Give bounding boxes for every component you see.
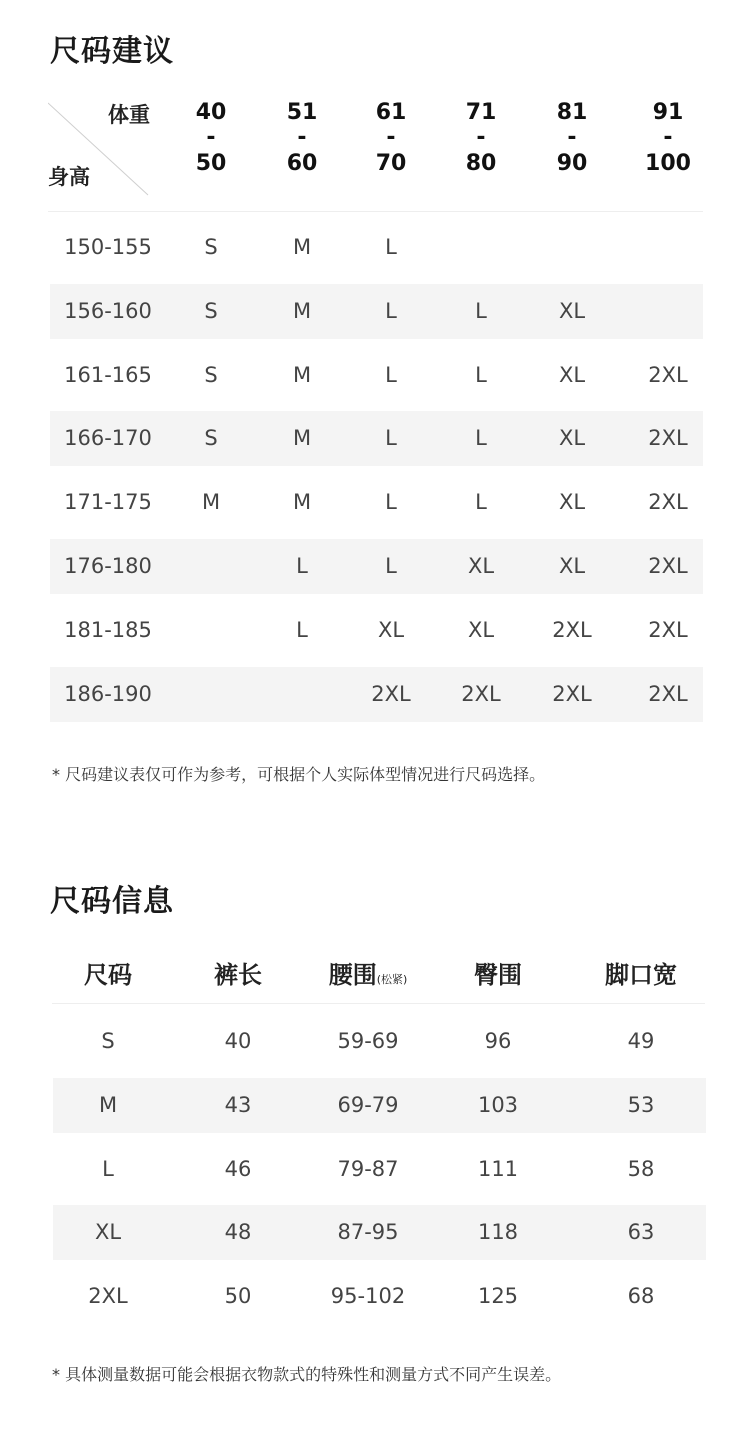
size-cell: XL — [377, 617, 405, 642]
size-cell — [161, 667, 261, 722]
info-cell: 2XL — [88, 1284, 128, 1309]
info-cell: 59-69 — [337, 1029, 399, 1053]
weight-column-header — [351, 99, 431, 177]
info-cell: 49 — [627, 1029, 655, 1053]
table-row — [53, 1205, 706, 1260]
weight-low: 81 — [556, 100, 588, 125]
size-cell: M — [201, 490, 221, 515]
size-cell: L — [475, 298, 487, 323]
info-cell: 111 — [477, 1156, 519, 1181]
size-cell: L — [385, 490, 397, 515]
table-row — [53, 1014, 706, 1069]
size-cell: XL — [558, 362, 586, 387]
recommendation-note: * 尺码建议表仅可作为参考，可根据个人实际体型情况进行尺码选择。 — [52, 765, 546, 784]
weight-high: 100 — [645, 151, 691, 176]
size-cell: XL — [467, 617, 495, 642]
weight-column-header — [532, 99, 612, 177]
info-cell: 53 — [627, 1092, 655, 1117]
height-range-cell: 186-190 — [64, 681, 152, 706]
size-cell: S — [204, 362, 218, 387]
weight-axis-label: 体重 — [108, 103, 150, 127]
size-cell — [522, 220, 622, 275]
info-header-divider — [52, 1003, 705, 1004]
recommendation-header — [48, 95, 703, 212]
size-cell: XL — [558, 490, 586, 515]
info-cell: 125 — [477, 1284, 519, 1309]
info-header-label: 腰围 — [328, 961, 377, 989]
info-cell: 50 — [224, 1284, 252, 1309]
info-cell: 40 — [224, 1029, 252, 1053]
weight-column-header — [441, 99, 521, 177]
info-cell: 68 — [627, 1284, 655, 1309]
table-row — [50, 220, 703, 275]
size-cell: L — [385, 235, 397, 259]
info-cell: L — [102, 1156, 114, 1181]
size-cell: 2XL — [552, 681, 592, 706]
size-cell: L — [385, 298, 397, 323]
table-row — [53, 1269, 706, 1324]
size-cell: L — [475, 490, 487, 515]
height-range-cell: 166-170 — [64, 426, 152, 451]
size-cell: L — [296, 617, 308, 642]
info-header-suffix: (松紧) — [376, 973, 408, 986]
height-range-cell: 161-165 — [64, 362, 152, 387]
table-row — [50, 348, 703, 403]
height-range-cell: 181-185 — [64, 617, 152, 642]
size-cell: XL — [558, 426, 586, 451]
table-row — [50, 284, 703, 339]
size-cell: M — [292, 298, 312, 323]
size-cell: L — [296, 554, 308, 578]
info-cell: XL — [94, 1220, 122, 1245]
size-cell: 2XL — [648, 617, 688, 642]
info-cell: 79-87 — [337, 1156, 399, 1181]
weight-low: 91 — [652, 100, 684, 125]
weight-high: 90 — [556, 151, 588, 176]
size-cell: 2XL — [371, 681, 411, 706]
weight-column-header — [628, 99, 708, 177]
info-header-label: 脚口宽 — [605, 961, 677, 989]
size-cell — [618, 284, 718, 339]
size-cell: 2XL — [648, 490, 688, 515]
size-cell: 2XL — [552, 617, 592, 642]
info-cell: 69-79 — [337, 1092, 399, 1117]
height-range-cell: 150-155 — [64, 235, 152, 259]
table-row — [50, 539, 703, 594]
info-cell: 95-102 — [330, 1284, 406, 1309]
weight-dash: - — [476, 125, 486, 150]
info-column-header — [178, 955, 298, 990]
table-row — [50, 411, 703, 466]
size-cell: M — [292, 362, 312, 387]
height-range-cell: 176-180 — [64, 554, 152, 578]
info-header-label: 臀围 — [474, 961, 522, 989]
table-row — [53, 1078, 706, 1133]
size-cell: 2XL — [648, 362, 688, 387]
table-row — [50, 475, 703, 530]
weight-dash: - — [663, 125, 673, 150]
info-column-header — [581, 955, 701, 990]
weight-high: 50 — [195, 151, 227, 176]
info-cell: 43 — [224, 1092, 252, 1117]
info-header-label: 裤长 — [214, 961, 262, 989]
weight-column-header — [171, 99, 251, 177]
weight-column-header — [262, 99, 342, 177]
size-cell: M — [292, 490, 312, 515]
info-column-header — [48, 955, 168, 990]
weight-dash: - — [567, 125, 577, 150]
size-cell: L — [475, 362, 487, 387]
size-cell: L — [385, 554, 397, 578]
table-row — [50, 667, 703, 722]
header-divider — [48, 211, 703, 212]
weight-dash: - — [297, 125, 307, 150]
size-cell — [161, 603, 261, 658]
size-cell — [252, 667, 352, 722]
size-cell: S — [204, 298, 218, 323]
size-cell: XL — [467, 554, 495, 578]
size-cell: XL — [558, 298, 586, 323]
size-cell: 2XL — [648, 426, 688, 451]
size-cell: 2XL — [648, 681, 688, 706]
weight-high: 70 — [375, 151, 407, 176]
info-cell: 58 — [627, 1156, 655, 1181]
size-recommendation-title: 尺码建议 — [50, 34, 174, 69]
weight-low: 61 — [375, 100, 407, 125]
size-cell — [161, 539, 261, 594]
weight-high: 80 — [465, 151, 497, 176]
height-axis-label: 身高 — [48, 165, 90, 189]
info-column-header — [308, 955, 428, 990]
size-cell: 2XL — [461, 681, 501, 706]
size-cell: S — [204, 426, 218, 451]
weight-low: 71 — [465, 100, 497, 125]
info-column-header — [438, 955, 558, 990]
size-info-title: 尺码信息 — [50, 884, 174, 919]
table-row — [50, 603, 703, 658]
height-range-cell: 156-160 — [64, 298, 152, 323]
info-cell: 118 — [477, 1220, 519, 1245]
size-cell — [431, 220, 531, 275]
weight-low: 40 — [195, 100, 227, 125]
size-cell: 2XL — [648, 554, 688, 578]
size-cell: XL — [558, 554, 586, 578]
height-range-cell: 171-175 — [64, 490, 152, 515]
info-cell: S — [101, 1029, 115, 1053]
info-cell: 63 — [627, 1220, 655, 1245]
size-cell: L — [385, 426, 397, 451]
info-note: * 具体测量数据可能会根据衣物款式的特殊性和测量方式不同产生误差。 — [52, 1365, 562, 1384]
weight-dash: - — [386, 125, 396, 150]
size-cell: M — [292, 426, 312, 451]
size-cell: S — [204, 235, 218, 259]
weight-dash: - — [206, 125, 216, 150]
weight-high: 60 — [286, 151, 318, 176]
info-cell: 103 — [477, 1092, 519, 1117]
size-cell: M — [292, 235, 312, 259]
info-cell: 87-95 — [337, 1220, 399, 1245]
size-cell — [618, 220, 718, 275]
info-cell: M — [98, 1092, 118, 1117]
info-cell: 48 — [224, 1220, 252, 1245]
table-row — [53, 1142, 706, 1197]
weight-low: 51 — [286, 100, 318, 125]
info-cell: 46 — [224, 1156, 252, 1181]
info-header-label: 尺码 — [84, 961, 132, 989]
size-cell: L — [385, 362, 397, 387]
size-cell: L — [475, 426, 487, 451]
info-cell: 96 — [484, 1029, 512, 1053]
